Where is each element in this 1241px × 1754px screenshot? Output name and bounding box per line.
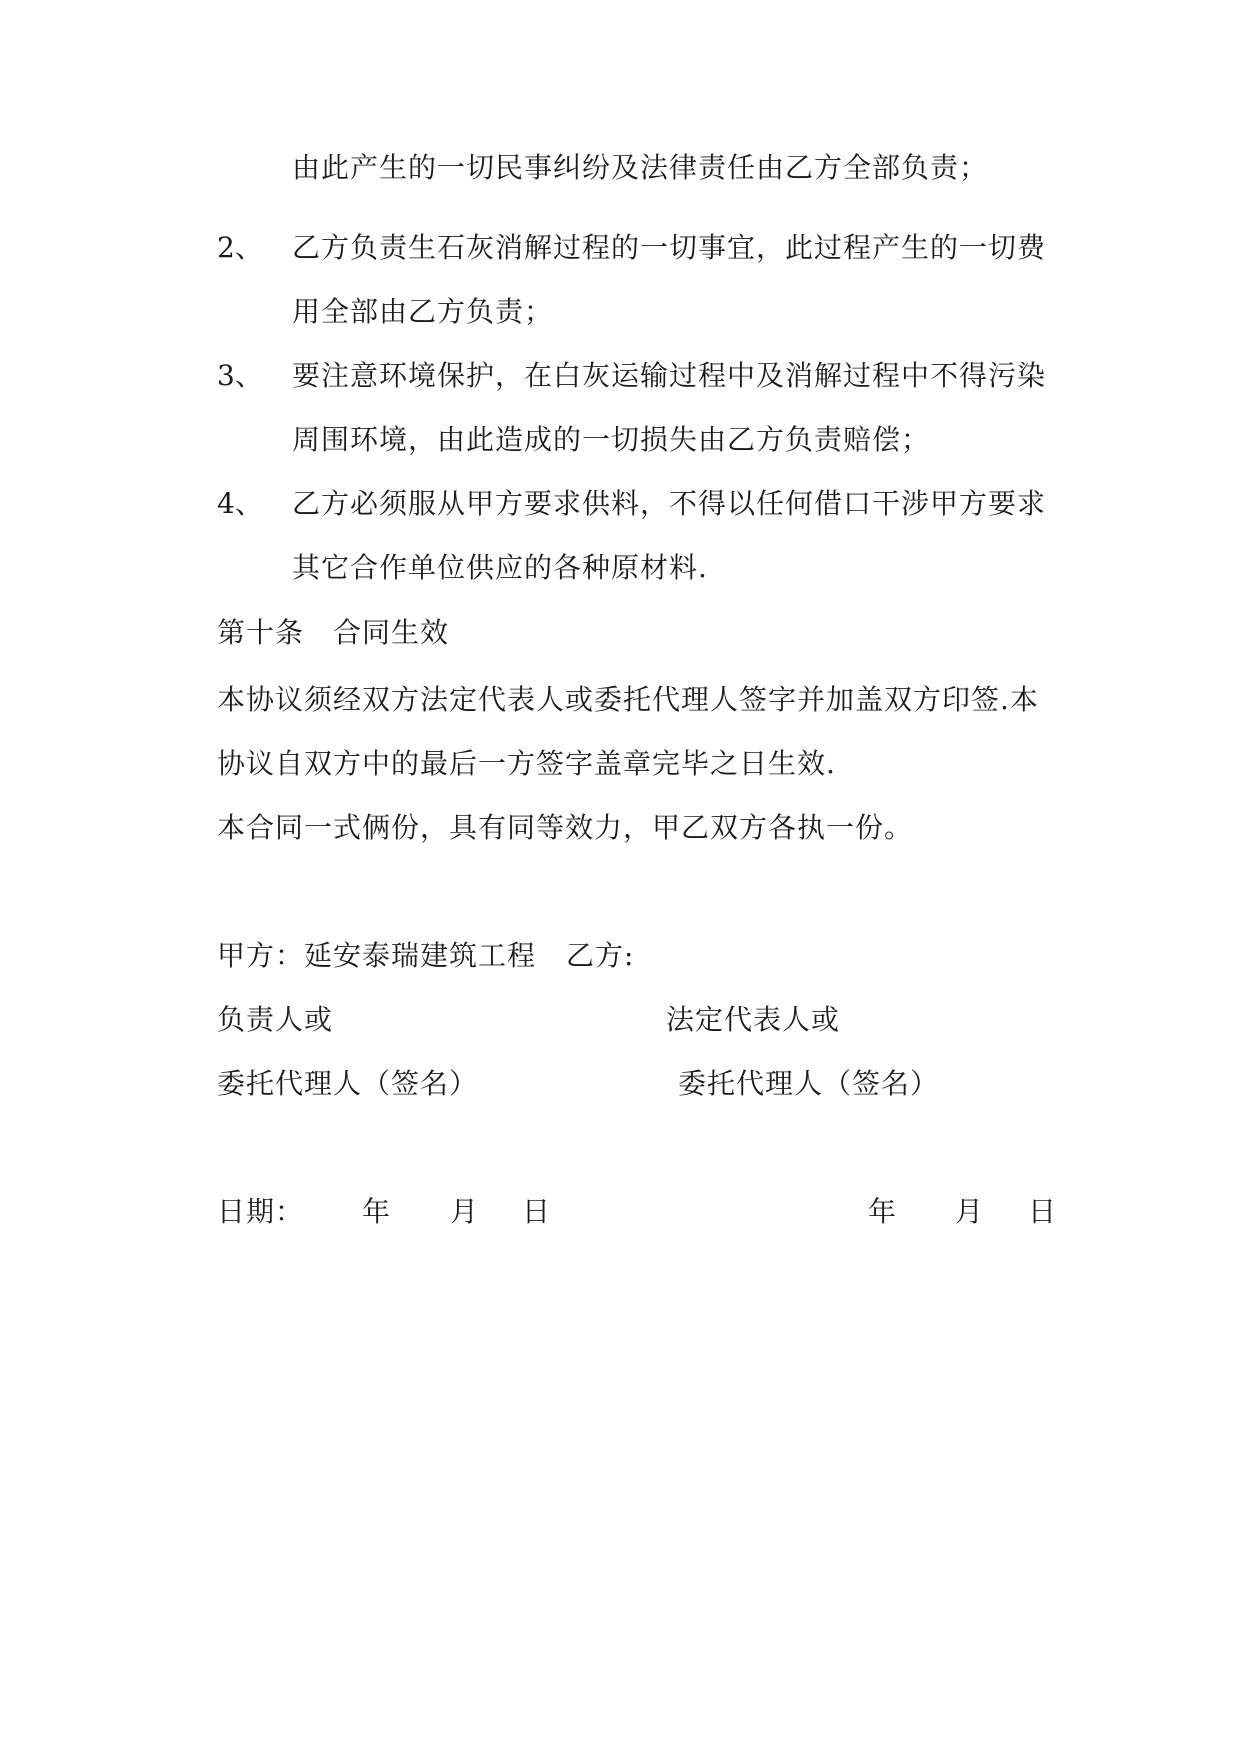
party-a-name: 甲方：延安泰瑞建筑工程 (217, 939, 537, 972)
party-a-person-line2: 委托代理人（签名） (217, 1067, 479, 1100)
party-b-date-year: 年 (868, 1195, 898, 1228)
party-b-date-day: 日 (1028, 1195, 1058, 1228)
party-a-date-month: 月 (450, 1195, 480, 1228)
item3-text-line1: 要注意环境保护，在白灰运输过程中及消解过程中不得污染 (292, 359, 1047, 392)
date-label: 日期： (217, 1195, 305, 1228)
item3-number: 3、 (217, 359, 263, 392)
item2-text-line2: 用全部由乙方负责； (292, 295, 554, 328)
party-b-date-month: 月 (955, 1195, 985, 1228)
item3-text-line2: 周围环境，由此造成的一切损失由乙方负责赔偿； (292, 423, 931, 456)
article10-para2: 本合同一式俩份，具有同等效力，甲乙双方各执一份。 (217, 811, 914, 844)
party-a-person-line1: 负责人或 (217, 1003, 334, 1036)
party-a-date-day: 日 (522, 1195, 552, 1228)
party-b-name: 乙方: (566, 939, 635, 972)
article10-para1-line1: 本协议须经双方法定代表人或委托代理人签字并加盖双方印签.本 (217, 683, 1039, 716)
item4-text-line1: 乙方必须服从甲方要求供料，不得以任何借口干涉甲方要求 (292, 487, 1047, 520)
party-b-person-line1: 法定代表人或 (666, 1003, 841, 1036)
item1-continued-text: 由此产生的一切民事纠纷及法律责任由乙方全部负责； (292, 151, 989, 184)
item2-text-line1: 乙方负责生石灰消解过程的一切事宜，此过程产生的一切费 (292, 231, 1047, 264)
article10-heading: 第十条 合同生效 (217, 616, 450, 649)
party-b-person-line2: 委托代理人（签名） (678, 1067, 940, 1100)
item4-number: 4、 (217, 487, 263, 520)
article10-para1-line2: 协议自双方中的最后一方签字盖章完毕之日生效. (217, 747, 836, 780)
party-a-date-year: 年 (362, 1195, 392, 1228)
item2-number: 2、 (217, 231, 263, 264)
item4-text-line2: 其它合作单位供应的各种原材料. (292, 551, 708, 584)
